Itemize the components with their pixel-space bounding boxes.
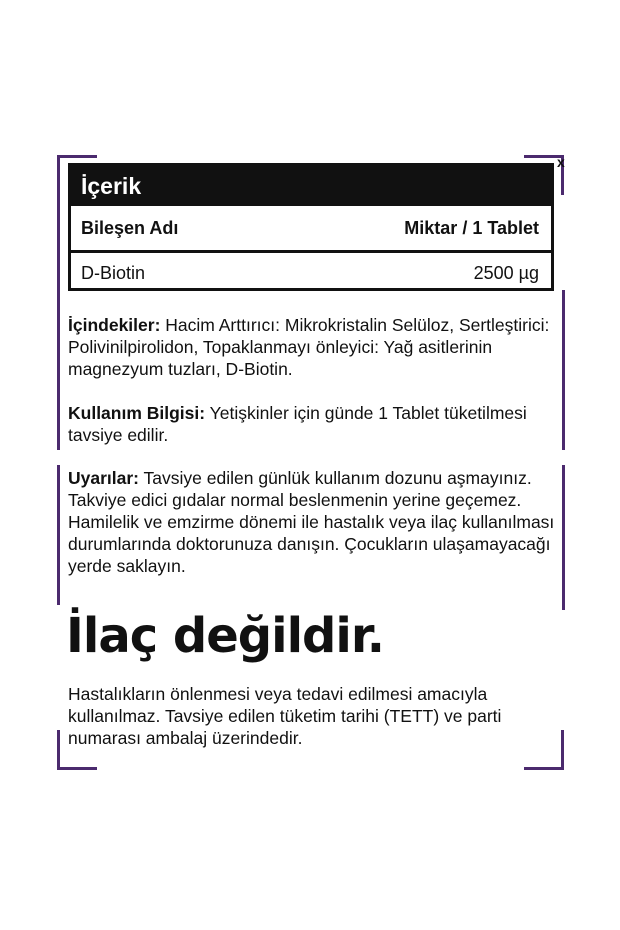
warnings-label: Uyarılar: bbox=[68, 468, 140, 488]
component-amount: 2500 µg bbox=[473, 262, 539, 283]
table-title: İçerik bbox=[71, 166, 551, 206]
frame-bottom-left-h bbox=[57, 767, 97, 770]
frame-top-left-v bbox=[57, 155, 60, 295]
ingredients-paragraph bbox=[68, 314, 558, 380]
frame-left-segment-1 bbox=[57, 290, 60, 450]
ingredients-label: İçindekiler: bbox=[68, 315, 161, 335]
ingredients-text: Hacim Arttırıcı: Mikrokristalin Selüloz, Sertleştirici: Polivinilpirolidon, Topaklanmayı önleyici: Yağ asitlerinin magnezyum tuzları, D-Biotin. bbox=[68, 315, 550, 379]
header-amount: Miktar / 1 Tablet bbox=[404, 217, 539, 238]
frame-bottom-right-v bbox=[561, 730, 564, 770]
frame-top-left-h bbox=[57, 155, 97, 158]
usage-label: Kullanım Bilgisi: bbox=[68, 403, 206, 423]
table-row bbox=[71, 253, 551, 293]
frame-bottom-right-h bbox=[524, 767, 564, 770]
usage-paragraph bbox=[68, 402, 558, 446]
usage-text: Yetişkinler için günde 1 Tablet tüketilmesi tavsiye edilir. bbox=[68, 403, 527, 445]
not-medicine-heading: İlaç değildir. bbox=[66, 608, 384, 664]
warnings-text: Tavsiye edilen günlük kullanım dozunu aşmayınız. Takviye edici gıdalar normal beslenmenin yerine geçemez. Hamilelik ve emzirme dönemi ile hastalık veya ilaç kullanılması durumlarında doktorunuza danışın. Çocukların ulaşamayacağı yerde saklayın. bbox=[68, 468, 555, 576]
corner-x-mark: x bbox=[557, 154, 565, 170]
component-name: D-Biotin bbox=[81, 262, 146, 283]
disclaimer-paragraph: Hastalıkların önlenmesi veya tedavi edilmesi amacıyla kullanılmaz. Tavsiye edilen tüketim tarihi (TETT) ve parti numarası ambalaj üzerindedir. bbox=[68, 684, 502, 748]
content-table bbox=[68, 163, 554, 291]
warnings-paragraph bbox=[68, 467, 558, 577]
table-header-row bbox=[71, 206, 551, 253]
frame-left-segment-2 bbox=[57, 465, 60, 605]
header-component-name: Bileşen Adı bbox=[81, 217, 179, 238]
frame-right-segment-2 bbox=[562, 465, 565, 610]
frame-bottom-left-v bbox=[57, 730, 60, 770]
frame-right-segment-1 bbox=[562, 290, 565, 450]
